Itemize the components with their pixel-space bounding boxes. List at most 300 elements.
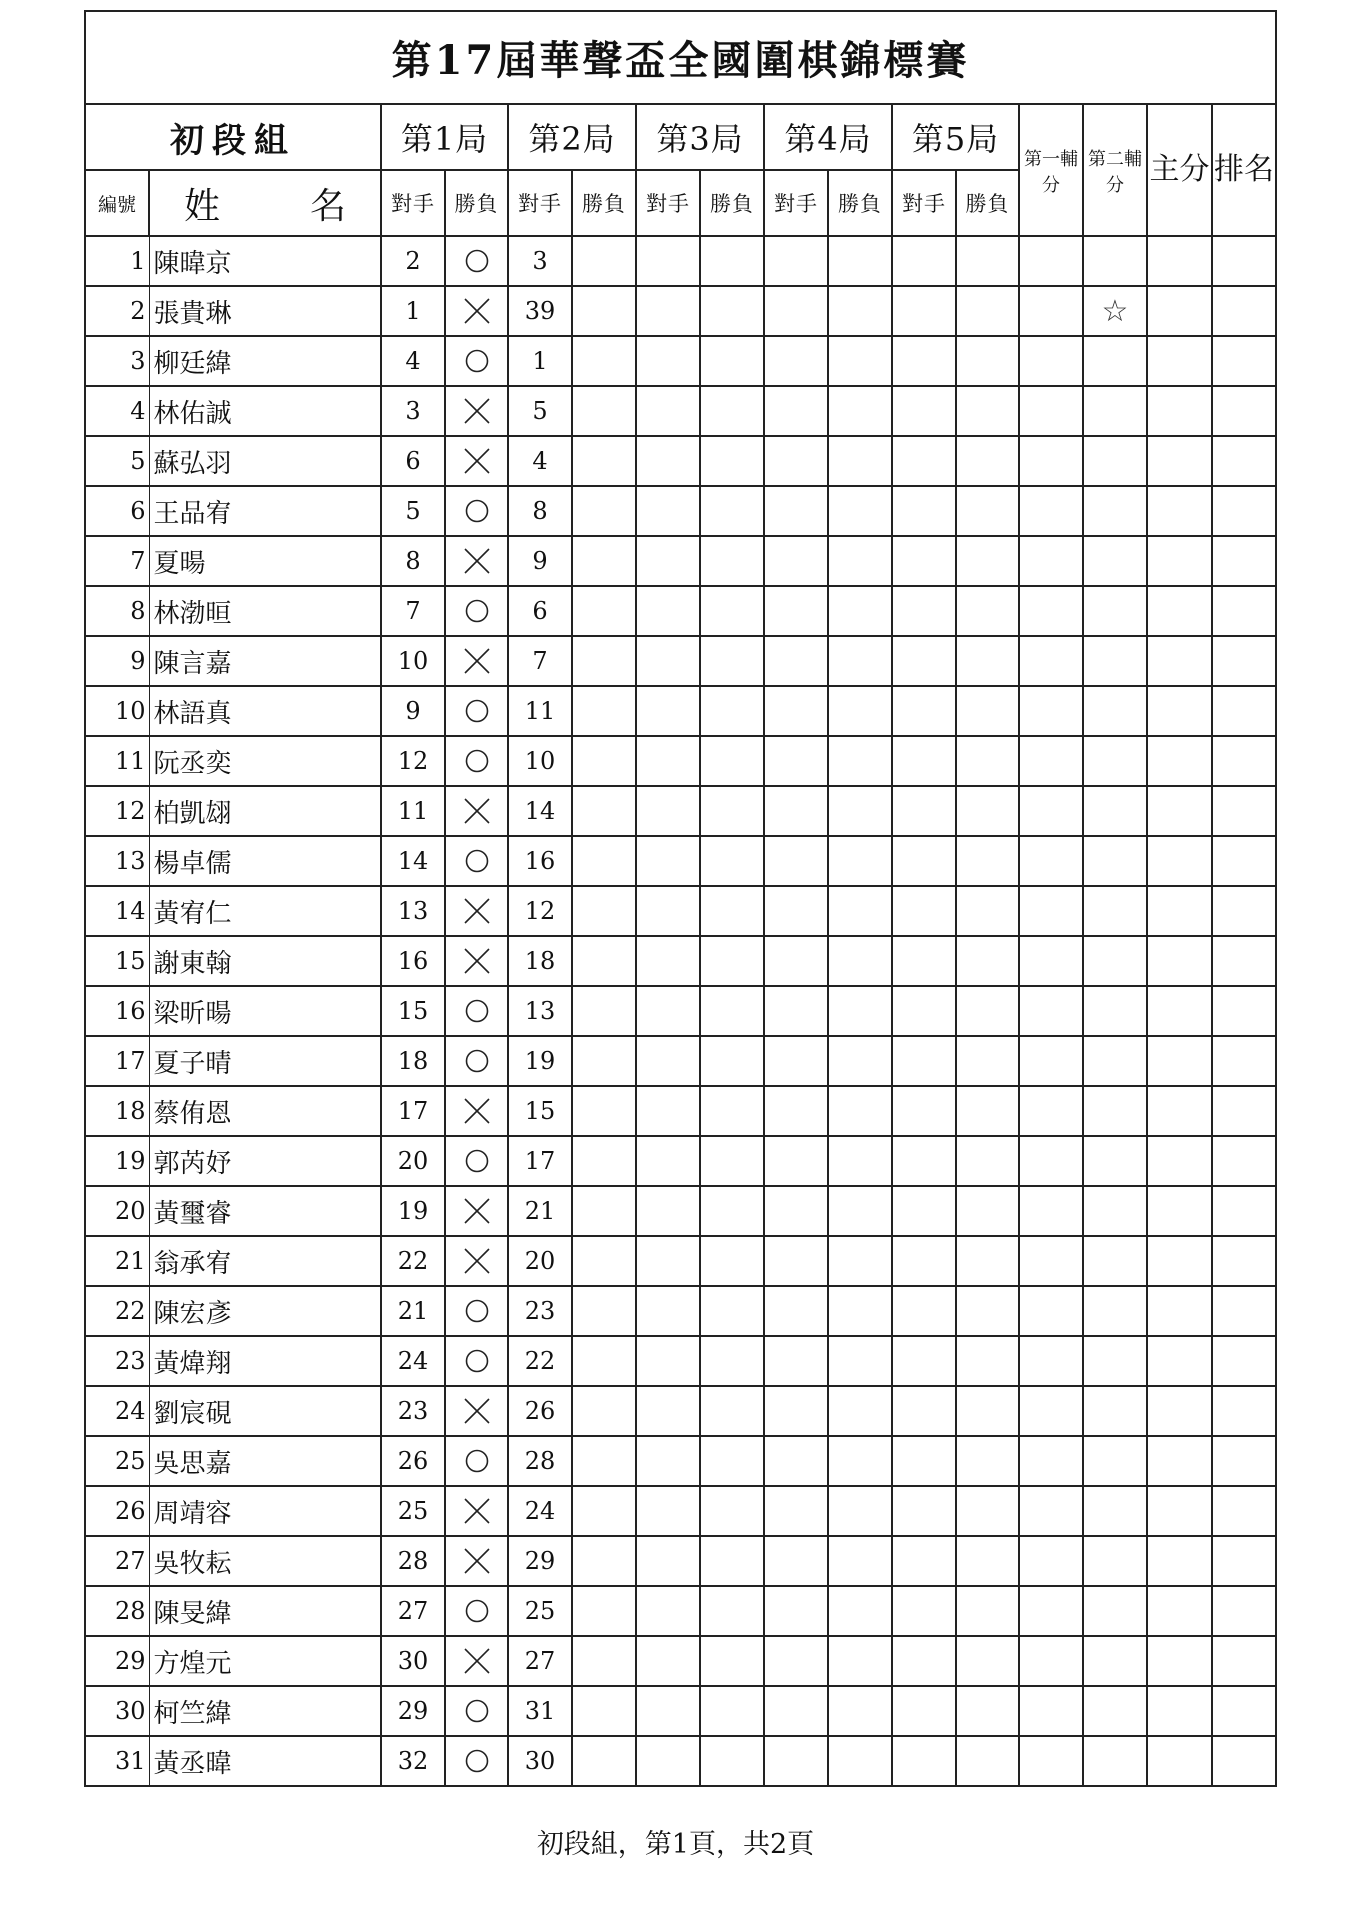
group-label: 初段組 bbox=[85, 104, 381, 170]
round-1-result bbox=[445, 336, 508, 386]
player-name: 林渤晅 bbox=[149, 586, 381, 636]
player-name: 柏凱翃 bbox=[149, 786, 381, 836]
round-5-result bbox=[956, 1286, 1019, 1336]
round-5-opponent bbox=[892, 1286, 956, 1336]
round-2-opponent: 1 bbox=[508, 336, 572, 386]
r4-result-header: 勝負 bbox=[828, 170, 892, 236]
round-3-opponent bbox=[636, 1536, 700, 1586]
round-4-opponent bbox=[764, 1386, 828, 1436]
main-score-cell bbox=[1147, 1486, 1212, 1536]
main-score-cell bbox=[1147, 536, 1212, 586]
player-row bbox=[85, 1186, 1276, 1236]
player-number: 21 bbox=[85, 1236, 149, 1286]
loss-mark bbox=[446, 946, 507, 976]
round-5-result bbox=[956, 1736, 1019, 1786]
player-number: 18 bbox=[85, 1086, 149, 1136]
round-4-opponent bbox=[764, 336, 828, 386]
round-5-result bbox=[956, 1536, 1019, 1586]
round-3-opponent bbox=[636, 736, 700, 786]
player-number: 5 bbox=[85, 436, 149, 486]
round-4-result bbox=[828, 636, 892, 686]
round-4-opponent bbox=[764, 386, 828, 436]
round-1-opponent: 1 bbox=[381, 286, 445, 336]
tiebreak-1-cell bbox=[1019, 1486, 1083, 1536]
main-score-cell bbox=[1147, 1086, 1212, 1136]
round-4-result bbox=[828, 1486, 892, 1536]
round-2-opponent: 19 bbox=[508, 1036, 572, 1086]
round-4-result bbox=[828, 1286, 892, 1336]
player-number: 26 bbox=[85, 1486, 149, 1536]
round-1-result bbox=[445, 986, 508, 1036]
round-2-result bbox=[572, 236, 636, 286]
tiebreak-1-header: 第一輔分 bbox=[1019, 104, 1083, 236]
player-number: 31 bbox=[85, 1736, 149, 1786]
round-2-result bbox=[572, 1386, 636, 1436]
round-2-result bbox=[572, 436, 636, 486]
rank-cell bbox=[1212, 286, 1276, 336]
player-number: 14 bbox=[85, 886, 149, 936]
round-4-result bbox=[828, 586, 892, 636]
round-4-opponent bbox=[764, 536, 828, 586]
round-4-result bbox=[828, 986, 892, 1036]
round-4-result bbox=[828, 686, 892, 736]
round-4-opponent bbox=[764, 1286, 828, 1336]
player-row bbox=[85, 1386, 1276, 1436]
round-1-result bbox=[445, 286, 508, 336]
round-2-result bbox=[572, 1536, 636, 1586]
round-4-opponent bbox=[764, 986, 828, 1036]
tiebreak-2-cell bbox=[1083, 1486, 1147, 1536]
round-4-result bbox=[828, 536, 892, 586]
round-header-row bbox=[85, 104, 1276, 170]
round-1-opponent: 28 bbox=[381, 1536, 445, 1586]
main-score-cell bbox=[1147, 586, 1212, 636]
round-4-result bbox=[828, 1636, 892, 1686]
player-number: 29 bbox=[85, 1636, 149, 1686]
round-4-result bbox=[828, 386, 892, 436]
player-number: 2 bbox=[85, 286, 149, 336]
round-2-result bbox=[572, 786, 636, 836]
round-4-result bbox=[828, 1536, 892, 1586]
round-5-opponent bbox=[892, 536, 956, 586]
round-4-opponent bbox=[764, 486, 828, 536]
round-2-result bbox=[572, 1636, 636, 1686]
round-3-result bbox=[700, 1586, 764, 1636]
round-5-result bbox=[956, 936, 1019, 986]
main-score-cell bbox=[1147, 886, 1212, 936]
round-1-result bbox=[445, 1386, 508, 1436]
main-score-cell bbox=[1147, 486, 1212, 536]
win-mark bbox=[446, 498, 507, 524]
tiebreak-2-cell bbox=[1083, 1236, 1147, 1286]
tiebreak-2-cell bbox=[1083, 1286, 1147, 1336]
player-row bbox=[85, 936, 1276, 986]
tiebreak-2-cell bbox=[1083, 1636, 1147, 1686]
tiebreak-2-cell bbox=[1083, 1036, 1147, 1086]
player-name: 黃璽睿 bbox=[149, 1186, 381, 1236]
main-score-cell bbox=[1147, 1036, 1212, 1086]
round-4-opponent bbox=[764, 1486, 828, 1536]
main-score-cell bbox=[1147, 1536, 1212, 1586]
player-name: 吳思嘉 bbox=[149, 1436, 381, 1486]
round-2-result bbox=[572, 1236, 636, 1286]
round-4-opponent bbox=[764, 1636, 828, 1686]
round-2-opponent: 18 bbox=[508, 936, 572, 986]
round-5-result bbox=[956, 536, 1019, 586]
loss-mark bbox=[446, 1496, 507, 1526]
round-4-result bbox=[828, 936, 892, 986]
round-4-result bbox=[828, 236, 892, 286]
round-1-result bbox=[445, 236, 508, 286]
player-name: 柯竺緯 bbox=[149, 1686, 381, 1736]
name-header-char-2: 名 bbox=[310, 185, 347, 227]
tiebreak-1-cell bbox=[1019, 836, 1083, 886]
tiebreak-2-cell bbox=[1083, 736, 1147, 786]
player-name: 陳宏彥 bbox=[149, 1286, 381, 1336]
rank-cell bbox=[1212, 636, 1276, 686]
player-name: 夏子晴 bbox=[149, 1036, 381, 1086]
round-5-opponent bbox=[892, 1536, 956, 1586]
round-5-opponent bbox=[892, 1436, 956, 1486]
round-5-opponent bbox=[892, 1136, 956, 1186]
round-4-result bbox=[828, 1436, 892, 1486]
player-row bbox=[85, 336, 1276, 386]
round-2-opponent: 3 bbox=[508, 236, 572, 286]
rank-cell bbox=[1212, 1236, 1276, 1286]
win-mark bbox=[446, 248, 507, 274]
round-3-result bbox=[700, 836, 764, 886]
loss-mark bbox=[446, 546, 507, 576]
round-4-opponent bbox=[764, 1336, 828, 1386]
round-3-opponent bbox=[636, 886, 700, 936]
rank-cell bbox=[1212, 1586, 1276, 1636]
loss-mark bbox=[446, 296, 507, 326]
player-number: 23 bbox=[85, 1336, 149, 1386]
round-5-result bbox=[956, 1186, 1019, 1236]
round-5-result bbox=[956, 236, 1019, 286]
round-1-opponent: 12 bbox=[381, 736, 445, 786]
round-2-result bbox=[572, 836, 636, 886]
round-1-opponent: 13 bbox=[381, 886, 445, 936]
round-2-result bbox=[572, 1186, 636, 1236]
round-1-result bbox=[445, 1736, 508, 1786]
rank-cell bbox=[1212, 1036, 1276, 1086]
r2-opponent-header: 對手 bbox=[508, 170, 572, 236]
round-3-result bbox=[700, 736, 764, 786]
player-name: 阮丞奕 bbox=[149, 736, 381, 786]
round-4-result bbox=[828, 1036, 892, 1086]
round-4-opponent bbox=[764, 1686, 828, 1736]
round-3-opponent bbox=[636, 836, 700, 886]
tiebreak-1-cell bbox=[1019, 1286, 1083, 1336]
round-1-opponent: 27 bbox=[381, 1586, 445, 1636]
round-2-result bbox=[572, 886, 636, 936]
player-number: 11 bbox=[85, 736, 149, 786]
round-1-opponent: 25 bbox=[381, 1486, 445, 1536]
round-4-opponent bbox=[764, 686, 828, 736]
player-name: 吳牧耘 bbox=[149, 1536, 381, 1586]
round-1-result bbox=[445, 1186, 508, 1236]
round-3-opponent bbox=[636, 686, 700, 736]
rank-cell bbox=[1212, 986, 1276, 1036]
round-4-opponent bbox=[764, 1436, 828, 1486]
main-score-cell bbox=[1147, 386, 1212, 436]
round-5-opponent bbox=[892, 236, 956, 286]
tiebreak-1-cell bbox=[1019, 1236, 1083, 1286]
round-4-opponent bbox=[764, 586, 828, 636]
round-1-result bbox=[445, 1436, 508, 1486]
round-2-opponent: 39 bbox=[508, 286, 572, 336]
r1-result-header: 勝負 bbox=[445, 170, 508, 236]
round-3-result bbox=[700, 1686, 764, 1736]
round-5-result bbox=[956, 1636, 1019, 1686]
round-1-opponent: 19 bbox=[381, 1186, 445, 1236]
round-1-result bbox=[445, 1336, 508, 1386]
tiebreak-2-cell bbox=[1083, 1136, 1147, 1186]
round-5-opponent bbox=[892, 386, 956, 436]
round-2-opponent: 31 bbox=[508, 1686, 572, 1736]
number-header: 編號 bbox=[85, 170, 149, 236]
player-name: 蔡侑恩 bbox=[149, 1086, 381, 1136]
round-1-opponent: 11 bbox=[381, 786, 445, 836]
name-header bbox=[149, 170, 381, 236]
round-2-opponent: 9 bbox=[508, 536, 572, 586]
player-name: 黃丞暐 bbox=[149, 1736, 381, 1786]
round-3-opponent bbox=[636, 1186, 700, 1236]
win-mark bbox=[446, 1348, 507, 1374]
round-5-opponent bbox=[892, 686, 956, 736]
round-3-result bbox=[700, 286, 764, 336]
player-row bbox=[85, 436, 1276, 486]
round-5-opponent bbox=[892, 1686, 956, 1736]
player-number: 10 bbox=[85, 686, 149, 736]
round-4-opponent bbox=[764, 786, 828, 836]
main-score-cell bbox=[1147, 1736, 1212, 1786]
win-mark bbox=[446, 598, 507, 624]
loss-mark bbox=[446, 896, 507, 926]
tiebreak-2-cell bbox=[1083, 586, 1147, 636]
player-number: 25 bbox=[85, 1436, 149, 1486]
round-5-opponent bbox=[892, 586, 956, 636]
round-1-result bbox=[445, 636, 508, 686]
player-name: 陳旻緯 bbox=[149, 1586, 381, 1636]
round-3-result bbox=[700, 886, 764, 936]
round-5-header: 第5局 bbox=[892, 104, 1019, 170]
loss-mark bbox=[446, 1246, 507, 1276]
sheet-title: 第17屆華聲盃全國圍棋錦標賽 bbox=[85, 11, 1276, 104]
rank-cell bbox=[1212, 536, 1276, 586]
rank-cell bbox=[1212, 886, 1276, 936]
round-3-opponent bbox=[636, 1036, 700, 1086]
main-score-cell bbox=[1147, 786, 1212, 836]
round-4-opponent bbox=[764, 1236, 828, 1286]
round-2-opponent: 17 bbox=[508, 1136, 572, 1186]
win-mark bbox=[446, 998, 507, 1024]
tiebreak-2-cell bbox=[1083, 1186, 1147, 1236]
main-score-cell bbox=[1147, 286, 1212, 336]
round-5-opponent bbox=[892, 1386, 956, 1436]
tiebreak-1-cell bbox=[1019, 1386, 1083, 1436]
player-row bbox=[85, 1336, 1276, 1386]
round-5-result bbox=[956, 1236, 1019, 1286]
loss-mark bbox=[446, 1646, 507, 1676]
round-3-result bbox=[700, 1436, 764, 1486]
round-3-opponent bbox=[636, 386, 700, 436]
round-2-result bbox=[572, 1136, 636, 1186]
player-row bbox=[85, 836, 1276, 886]
player-number: 8 bbox=[85, 586, 149, 636]
player-number: 30 bbox=[85, 1686, 149, 1736]
round-5-result bbox=[956, 1086, 1019, 1136]
round-3-result bbox=[700, 236, 764, 286]
main-score-cell bbox=[1147, 336, 1212, 386]
round-5-result bbox=[956, 1586, 1019, 1636]
tiebreak-2-header: 第二輔分 bbox=[1083, 104, 1147, 236]
main-score-cell bbox=[1147, 1336, 1212, 1386]
round-3-result bbox=[700, 1286, 764, 1336]
round-1-result bbox=[445, 936, 508, 986]
page-footer: 初段組，第1頁，共2頁 bbox=[536, 1829, 815, 1860]
round-1-result bbox=[445, 1536, 508, 1586]
round-4-opponent bbox=[764, 1536, 828, 1586]
round-5-result bbox=[956, 1686, 1019, 1736]
tiebreak-1-cell bbox=[1019, 686, 1083, 736]
tiebreak-1-cell bbox=[1019, 1686, 1083, 1736]
round-2-opponent: 4 bbox=[508, 436, 572, 486]
tiebreak-1-cell bbox=[1019, 586, 1083, 636]
win-mark bbox=[446, 1148, 507, 1174]
player-row bbox=[85, 1236, 1276, 1286]
round-1-opponent: 7 bbox=[381, 586, 445, 636]
round-2-opponent: 10 bbox=[508, 736, 572, 786]
player-row bbox=[85, 386, 1276, 436]
round-3-header: 第3局 bbox=[636, 104, 764, 170]
round-1-opponent: 29 bbox=[381, 1686, 445, 1736]
round-4-result bbox=[828, 1736, 892, 1786]
round-4-result bbox=[828, 1136, 892, 1186]
round-2-opponent: 22 bbox=[508, 1336, 572, 1386]
round-3-result bbox=[700, 1536, 764, 1586]
round-5-result bbox=[956, 886, 1019, 936]
round-4-result bbox=[828, 486, 892, 536]
round-5-result bbox=[956, 1036, 1019, 1086]
player-number: 6 bbox=[85, 486, 149, 536]
round-2-opponent: 15 bbox=[508, 1086, 572, 1136]
round-2-opponent: 30 bbox=[508, 1736, 572, 1786]
round-1-result bbox=[445, 836, 508, 886]
main-score-cell bbox=[1147, 936, 1212, 986]
player-row bbox=[85, 1486, 1276, 1536]
round-3-opponent bbox=[636, 1486, 700, 1536]
round-2-opponent: 14 bbox=[508, 786, 572, 836]
round-3-opponent bbox=[636, 1686, 700, 1736]
round-5-opponent bbox=[892, 336, 956, 386]
round-3-result bbox=[700, 1086, 764, 1136]
round-1-opponent: 21 bbox=[381, 1286, 445, 1336]
player-name: 謝東翰 bbox=[149, 936, 381, 986]
main-score-cell bbox=[1147, 1436, 1212, 1486]
player-number: 15 bbox=[85, 936, 149, 986]
round-5-opponent bbox=[892, 836, 956, 886]
rank-cell bbox=[1212, 1086, 1276, 1136]
round-2-result bbox=[572, 686, 636, 736]
round-1-result bbox=[445, 1486, 508, 1536]
round-5-opponent bbox=[892, 1586, 956, 1636]
tiebreak-1-cell bbox=[1019, 286, 1083, 336]
player-row bbox=[85, 1636, 1276, 1686]
round-2-opponent: 16 bbox=[508, 836, 572, 886]
tiebreak-1-cell bbox=[1019, 1586, 1083, 1636]
rank-cell bbox=[1212, 936, 1276, 986]
round-5-opponent bbox=[892, 1236, 956, 1286]
round-4-result bbox=[828, 836, 892, 886]
round-3-result bbox=[700, 1486, 764, 1536]
round-2-result bbox=[572, 1686, 636, 1736]
round-4-result bbox=[828, 886, 892, 936]
loss-mark bbox=[446, 446, 507, 476]
round-4-opponent bbox=[764, 436, 828, 486]
player-row bbox=[85, 1436, 1276, 1486]
round-2-result bbox=[572, 286, 636, 336]
tiebreak-2-cell bbox=[1083, 1386, 1147, 1436]
main-score-cell bbox=[1147, 1236, 1212, 1286]
tiebreak-2-cell bbox=[1083, 286, 1147, 336]
round-5-opponent bbox=[892, 886, 956, 936]
loss-mark bbox=[446, 1546, 507, 1576]
loss-mark bbox=[446, 1196, 507, 1226]
player-row bbox=[85, 236, 1276, 286]
round-3-result bbox=[700, 786, 764, 836]
round-4-opponent bbox=[764, 1736, 828, 1786]
rank-cell bbox=[1212, 1686, 1276, 1736]
round-2-result bbox=[572, 486, 636, 536]
round-2-result bbox=[572, 636, 636, 686]
rank-cell bbox=[1212, 1186, 1276, 1236]
tiebreak-1-cell bbox=[1019, 736, 1083, 786]
round-4-opponent bbox=[764, 236, 828, 286]
round-3-result bbox=[700, 386, 764, 436]
win-mark bbox=[446, 1748, 507, 1774]
round-1-opponent: 32 bbox=[381, 1736, 445, 1786]
round-5-opponent bbox=[892, 1636, 956, 1686]
title-row bbox=[85, 11, 1276, 104]
round-2-header: 第2局 bbox=[508, 104, 636, 170]
player-name: 翁承宥 bbox=[149, 1236, 381, 1286]
round-3-opponent bbox=[636, 286, 700, 336]
round-4-opponent bbox=[764, 936, 828, 986]
round-1-opponent: 2 bbox=[381, 236, 445, 286]
round-1-opponent: 16 bbox=[381, 936, 445, 986]
round-1-result bbox=[445, 886, 508, 936]
player-row bbox=[85, 1736, 1276, 1786]
round-3-opponent bbox=[636, 1336, 700, 1386]
round-1-opponent: 22 bbox=[381, 1236, 445, 1286]
tiebreak-1-cell bbox=[1019, 1536, 1083, 1586]
round-4-header: 第4局 bbox=[764, 104, 892, 170]
tiebreak-1-cell bbox=[1019, 636, 1083, 686]
round-1-result bbox=[445, 786, 508, 836]
player-row bbox=[85, 1536, 1276, 1586]
player-number: 22 bbox=[85, 1286, 149, 1336]
tiebreak-1-cell bbox=[1019, 1636, 1083, 1686]
round-2-opponent: 28 bbox=[508, 1436, 572, 1486]
tiebreak-1-cell bbox=[1019, 1436, 1083, 1486]
main-score-cell bbox=[1147, 436, 1212, 486]
rank-cell bbox=[1212, 1736, 1276, 1786]
round-2-opponent: 27 bbox=[508, 1636, 572, 1686]
round-5-opponent bbox=[892, 736, 956, 786]
round-4-result bbox=[828, 1086, 892, 1136]
